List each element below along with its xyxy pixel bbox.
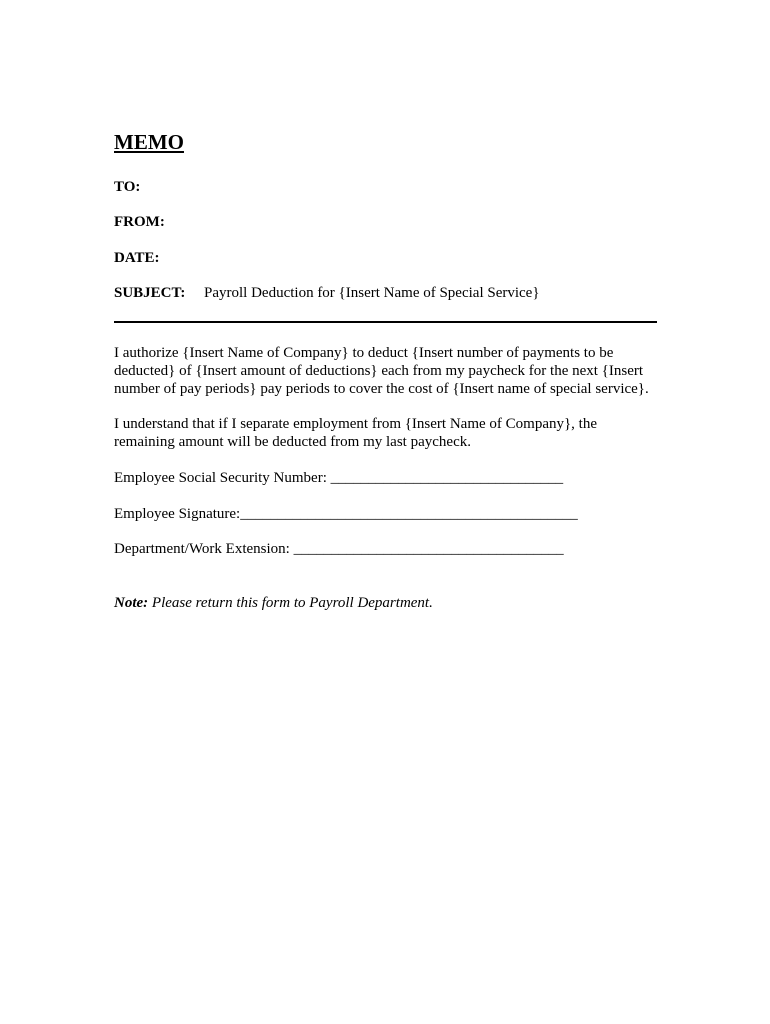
header-divider xyxy=(114,321,657,323)
paragraph-line: I authorize {Insert Name of Company} to deduct {Insert number of payments to be xyxy=(114,345,614,361)
paragraph-line: number of pay periods} pay periods to cover the cost of {Insert name of special service}. xyxy=(114,381,649,397)
authorization-paragraph xyxy=(114,344,659,398)
memo-title: MEMO xyxy=(114,130,184,154)
note-label: Note: xyxy=(114,595,149,611)
paragraph-line: I understand that if I separate employment from {Insert Name of Company}, the xyxy=(114,416,598,432)
ssn-field[interactable]: Employee Social Security Number: _______________________________ xyxy=(114,470,564,486)
subject-label: SUBJECT: xyxy=(114,285,186,301)
paragraph-line: remaining amount will be deducted from my last paycheck. xyxy=(114,434,471,450)
separation-paragraph xyxy=(114,415,659,451)
subject-text: Payroll Deduction for {Insert Name of Special Service} xyxy=(204,285,540,301)
return-note xyxy=(114,594,433,612)
note-text: Please return this form to Payroll Department. xyxy=(148,595,433,611)
paragraph-line: deducted} of {Insert amount of deductions} each from my paycheck for the next {Insert xyxy=(114,363,644,379)
from-label: FROM: xyxy=(114,214,165,230)
department-field[interactable]: Department/Work Extension: ____________________________________ xyxy=(114,541,564,557)
signature-field[interactable]: Employee Signature:_____________________________________________ xyxy=(114,506,578,522)
subject-row xyxy=(114,284,540,302)
date-label: DATE: xyxy=(114,250,160,266)
to-label: TO: xyxy=(114,179,141,195)
